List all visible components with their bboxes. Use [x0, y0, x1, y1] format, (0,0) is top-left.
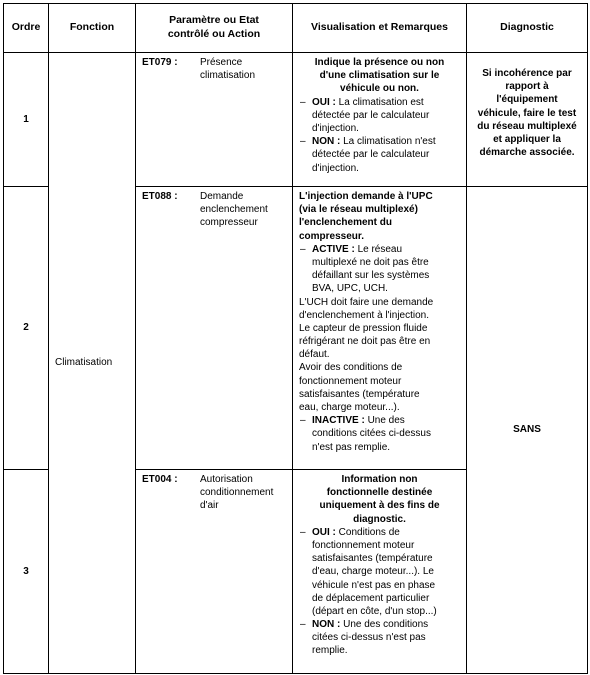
diagnostic-line: du réseau multiplexé [477, 120, 577, 132]
visu-item-non [299, 135, 460, 175]
diagnostic-cell [467, 53, 588, 187]
ordre-cell: 1 [4, 53, 49, 187]
body-line: satisfaisantes (température [299, 388, 420, 400]
header-visualisation: Visualisation et Remarques [293, 4, 467, 53]
item-line: véhicule n'est pas en phase [312, 579, 436, 591]
visu-title [299, 190, 460, 243]
dash-bullet: – [300, 619, 306, 631]
item-line: satisfaisantes (température [312, 553, 433, 565]
param-line: Présence [200, 57, 243, 68]
diagnostic-line: et appliquer la [493, 133, 561, 145]
item-label: OUI : [312, 96, 336, 108]
visu-title [299, 56, 460, 96]
param-line: Autorisation [200, 474, 253, 485]
body-line: d'enclenchement à l'injection. [299, 309, 430, 321]
header-parametre-line: Paramètre ou Etat [169, 14, 259, 27]
item-label: NON : [312, 136, 341, 148]
item-line: Le réseau [357, 243, 403, 255]
header-ordre: Ordre [4, 4, 49, 53]
param-line: d'air [200, 500, 219, 512]
visu-title-line: compresseur. [299, 230, 365, 242]
diagnostic-line: rapport à [505, 81, 549, 93]
header-diagnostic: Diagnostic [467, 4, 588, 53]
item-line: n'est pas remplie. [312, 441, 391, 453]
param-line: compresseur [200, 217, 258, 229]
param-code: ET004 : [142, 474, 178, 485]
dash-bullet: – [300, 243, 306, 255]
item-line: Conditions de [338, 526, 400, 538]
diagnostic-line: démarche associée. [479, 147, 575, 159]
visualisation-cell [293, 470, 467, 674]
body-line: fonctionnement moteur [299, 375, 402, 387]
dash-bullet: – [300, 136, 306, 148]
item-line: de déplacement particulier [312, 592, 430, 604]
param-cell [136, 187, 293, 470]
item-line: défaillant sur les systèmes [312, 270, 430, 282]
visu-title-line: uniquement à des fins de [319, 500, 440, 512]
item-line: d'injection. [312, 122, 359, 134]
param-line: Demande [200, 191, 244, 202]
visu-item-oui [299, 526, 460, 618]
visu-title-line: (via le réseau multiplexé) [299, 204, 418, 216]
item-line: (départ en côte, d'un stop...) [312, 605, 437, 617]
visu-title-line: l'enclenchement du [299, 217, 392, 229]
ordre-cell: 2 [4, 187, 49, 470]
diagnostic-sans-cell: SANS [467, 187, 588, 674]
param-name [200, 473, 288, 513]
item-line: La climatisation n'est [343, 136, 436, 148]
item-line: BVA, UPC, UCH. [312, 283, 388, 295]
visu-item-non [299, 618, 460, 658]
visu-title-line: Information non [341, 474, 418, 485]
visu-body [299, 296, 460, 415]
item-line: détectée par le calculateur [312, 149, 430, 161]
item-line: remplie. [312, 645, 348, 657]
item-label: OUI : [312, 526, 336, 538]
param-cell [136, 470, 293, 674]
diagnostic-table [3, 3, 588, 674]
param-name [200, 56, 288, 82]
visu-title-line: diagnostic. [353, 513, 406, 525]
visu-item-inactive [299, 414, 460, 454]
body-line: eau, charge moteur...). [299, 402, 400, 413]
diagnostic-line: l'équipement [496, 94, 558, 106]
param-line: conditionnement [200, 487, 274, 499]
header-fonction: Fonction [49, 4, 136, 53]
param-code: ET088 : [142, 191, 178, 202]
item-line: d'eau, charge moteur...). Le [312, 566, 434, 578]
visu-item-oui [299, 96, 460, 136]
header-row [4, 4, 588, 53]
item-line: conditions citées ci-dessus [312, 428, 431, 440]
fonction-cell: Climatisation [49, 53, 136, 674]
param-code: ET079 : [142, 57, 178, 68]
visu-title-line: fonctionnelle destinée [326, 487, 433, 499]
body-line: L'UCH doit faire une demande [299, 296, 434, 308]
visualisation-cell [293, 187, 467, 470]
item-line: fonctionnement moteur [312, 539, 415, 551]
diagnostic-line: véhicule, faire le test [477, 107, 577, 119]
visu-title-line: Indique la présence ou non [314, 57, 445, 68]
param-cell [136, 53, 293, 187]
ordre-cell: 3 [4, 470, 49, 674]
item-line: Une des conditions [343, 619, 429, 631]
dash-bullet: – [300, 96, 306, 108]
item-line: citées ci-dessus n'est pas [312, 632, 426, 644]
item-label: NON : [312, 619, 341, 631]
visu-title [299, 473, 460, 526]
item-line: La climatisation est [338, 96, 424, 108]
visu-title-line: d'une climatisation sur le [319, 70, 440, 82]
header-parametre [136, 4, 293, 53]
body-line: Avoir des conditions de [299, 362, 403, 374]
param-name [200, 190, 288, 230]
visu-title-line: L'injection demande à l'UPC [299, 191, 433, 202]
visu-item-active [299, 243, 460, 296]
item-line: d'injection. [312, 162, 359, 174]
param-line: climatisation [200, 70, 256, 82]
item-line: multiplexé ne doit pas être [312, 256, 429, 268]
dash-bullet: – [300, 526, 306, 538]
item-line: Une des [367, 415, 405, 427]
header-parametre-line: contrôlé ou Action [167, 28, 261, 40]
dash-bullet: – [300, 415, 306, 427]
body-line: Le capteur de pression fluide [299, 322, 428, 334]
item-label: ACTIVE : [312, 243, 355, 255]
body-line: défaut. [299, 349, 330, 361]
param-line: enclenchement [200, 204, 268, 216]
item-label: INACTIVE : [312, 415, 365, 427]
visu-title-line: véhicule ou non. [340, 83, 419, 95]
diagnostic-line: Si incohérence par [482, 68, 572, 79]
body-line: réfrigérant ne doit pas être en [299, 336, 431, 348]
item-line: détectée par le calculateur [312, 109, 430, 121]
visualisation-cell [293, 53, 467, 187]
table-row [4, 53, 588, 187]
